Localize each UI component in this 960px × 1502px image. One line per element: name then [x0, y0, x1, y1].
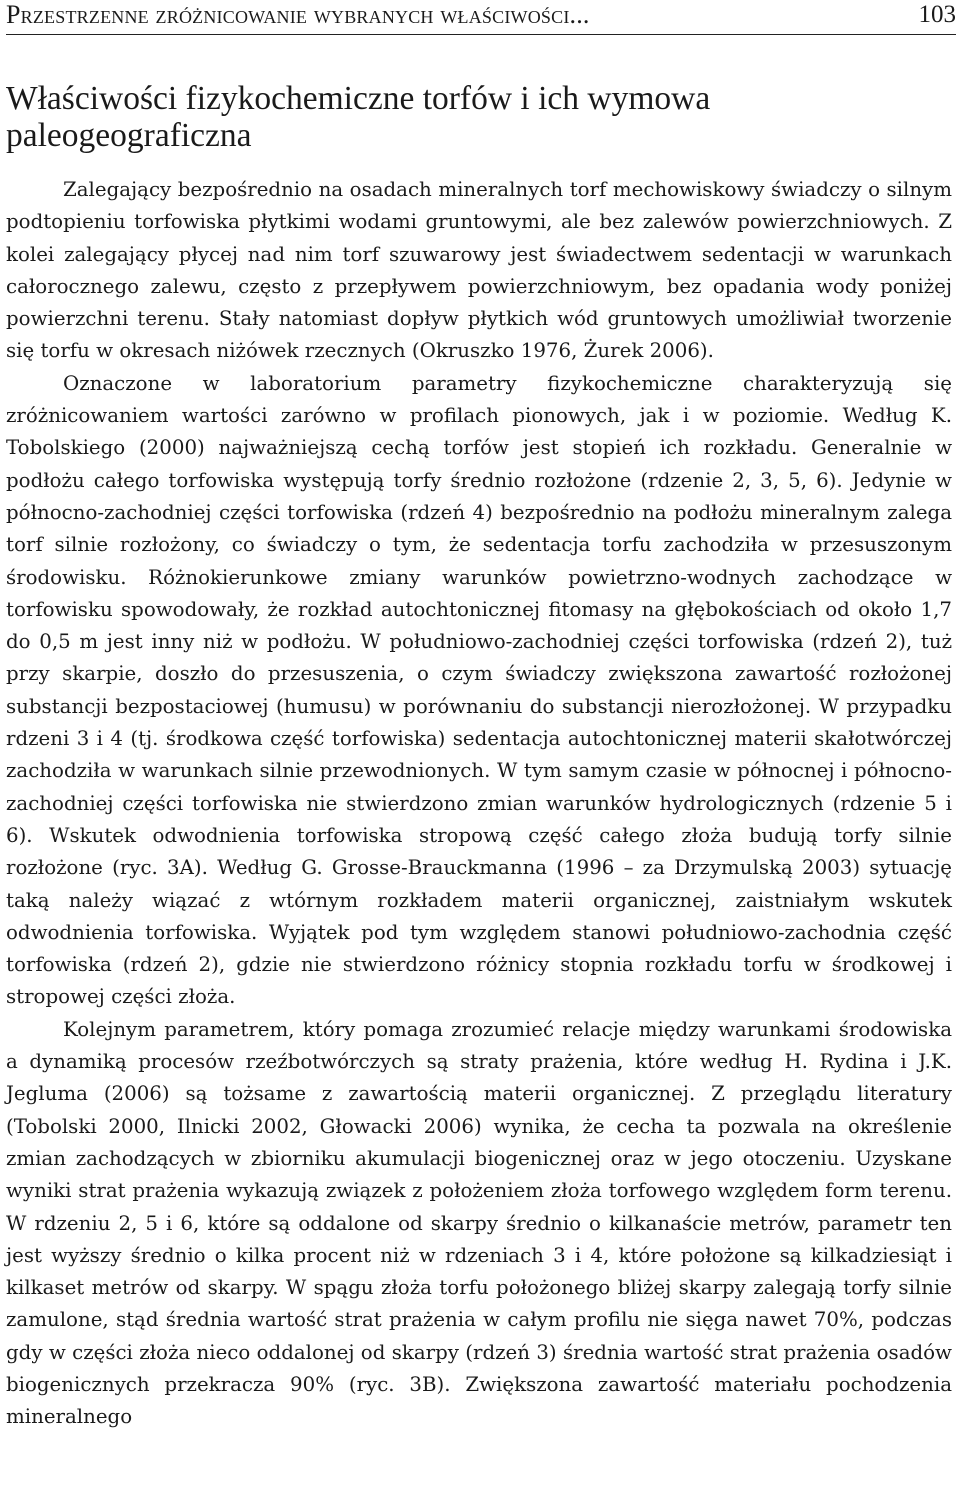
paragraph-1: Zalegający bezpośrednio na osadach mineralnych torf mechowiskowy świadczy o silnym podtopieniu torfowiska płytkimi wodami gruntowymi, ale bez zalewów powierzchniowych. Z kolei zalegający płycej nad nim torf szuwarowy jest świadectwem sedentacji w warunkach całorocznego zalewu, często z przepływem powierzchniowym, bez opadania wody poniżej powierzchni terenu. Stały natomiast dopływ płytkich wód gruntowych umożliwiał tworzenie się torfu w okresach niżówek rzecznych (Okruszko 1976, Żurek 2006).	[6, 178, 952, 363]
paragraph-3: Kolejnym parametrem, który pomaga zrozumieć relacje między warunkami środowiska a dynamiką procesów rzeźbotwórczych są straty prażenia, które według H. Rydina i J.K. Jegluma (2006) są tożsame z zawartością materii organicznej. Z przeglądu literatury (Tobolski 2000, Ilnicki 2002, Głowacki 2006) wynika, że cecha ta pozwala na określenie zmian zachodzących w zbiorniku akumulacji biogenicznej oraz w jego otoczeniu. Uzyskane wyniki strat prażenia wykazują związek z położeniem złoża torfowego względem form terenu. W rdzeniu 2, 5 i 6, które są oddalone od skarpy średnio o kilkanaście metrów, parametr ten jest wyższy średnio o kilka procent niż w rdzeniach 3 i 4, które położone są kilkadziesiąt i kilkaset metrów od skarpy. W spągu złoża torfu położonego bliżej skarpy zalegają torfy silnie zamulone, stąd średnia wartość strat prażenia w całym profilu nie sięga nawet 70%, podczas gdy w części złoża nieco oddalonej od skarpy (rdzeń 3) średnia wartość strat prażenia osadów biogenicznych przekracza 90% (ryc. 3B). Zwiększona zawartość materiału pochodzenia mineralnego	[6, 1017, 952, 1429]
running-title: Przestrzenne zróżnicowanie wybranych właściwości...	[6, 0, 590, 29]
running-header	[6, 0, 956, 35]
section-heading: Właściwości fizykochemiczne torfów i ich wymowa paleogeograficzna	[6, 80, 711, 154]
page-number: 103	[918, 1, 956, 28]
body-text	[6, 174, 952, 1434]
paragraph-2: Oznaczone w laboratorium parametry fizykochemiczne charakteryzują się zróżnicowaniem wartości zarówno w profilach pionowych, jak i w poziomie. Według K. Tobolskiego (2000) najważniejszą cechą torfów jest stopień ich rozkładu. Generalnie w podłożu całego torfowiska występują torfy średnio rozłożone (rdzenie 2, 3, 5, 6). Jedynie w północno-zachodniej części torfowiska (rdzeń 4) bezpośrednio na podłożu mineralnym zalega torf silnie rozłożony, co świadczy o tym, że sedentacja torfu zachodziła w przesuszonym środowisku. Różnokierunkowe zmiany warunków powietrzno-wodnych zachodzące w torfowisku spowodowały, że rozkład autochtonicznej fitomasy na głębokościach od około 1,7 do 0,5 m jest inny niż w podłożu. W południowo-zachodniej części torfowiska (rdzeń 2), tuż przy skarpie, doszło do przesuszenia, o czym świadczy zwiększona zawartość rozłożonej substancji bezpostaciowej (humusu) w porównaniu do substancji nierozłożonej. W przypadku rdzeni 3 i 4 (tj. środkowa część torfowiska) sedentacja autochtonicznej materii skałotwórczej zachodziła w warunkach silnie przewodnionych. W tym samym czasie w północnej i północno-zachodniej części torfowiska nie stwierdzono zmian warunków hydrologicznych (rdzenie 5 i 6). Wskutek odwodnienia torfowiska stropową część całego złoża budują torfy silnie rozłożone (ryc. 3A). Według G. Grosse-Brauckmanna (1996 – za Drzymulską 2003) sytuację taką należy wiązać z wtórnym rozkładem materii organicznej, zaistniałym wskutek odwodnienia torfowiska. Wyjątek pod tym względem stanowi południowo-zachodnia część torfowiska (rdzeń 2), gdzie nie stwierdzono różnicy stopnia rozkładu torfu w środkowej i stropowej części złoża.	[6, 371, 952, 1009]
